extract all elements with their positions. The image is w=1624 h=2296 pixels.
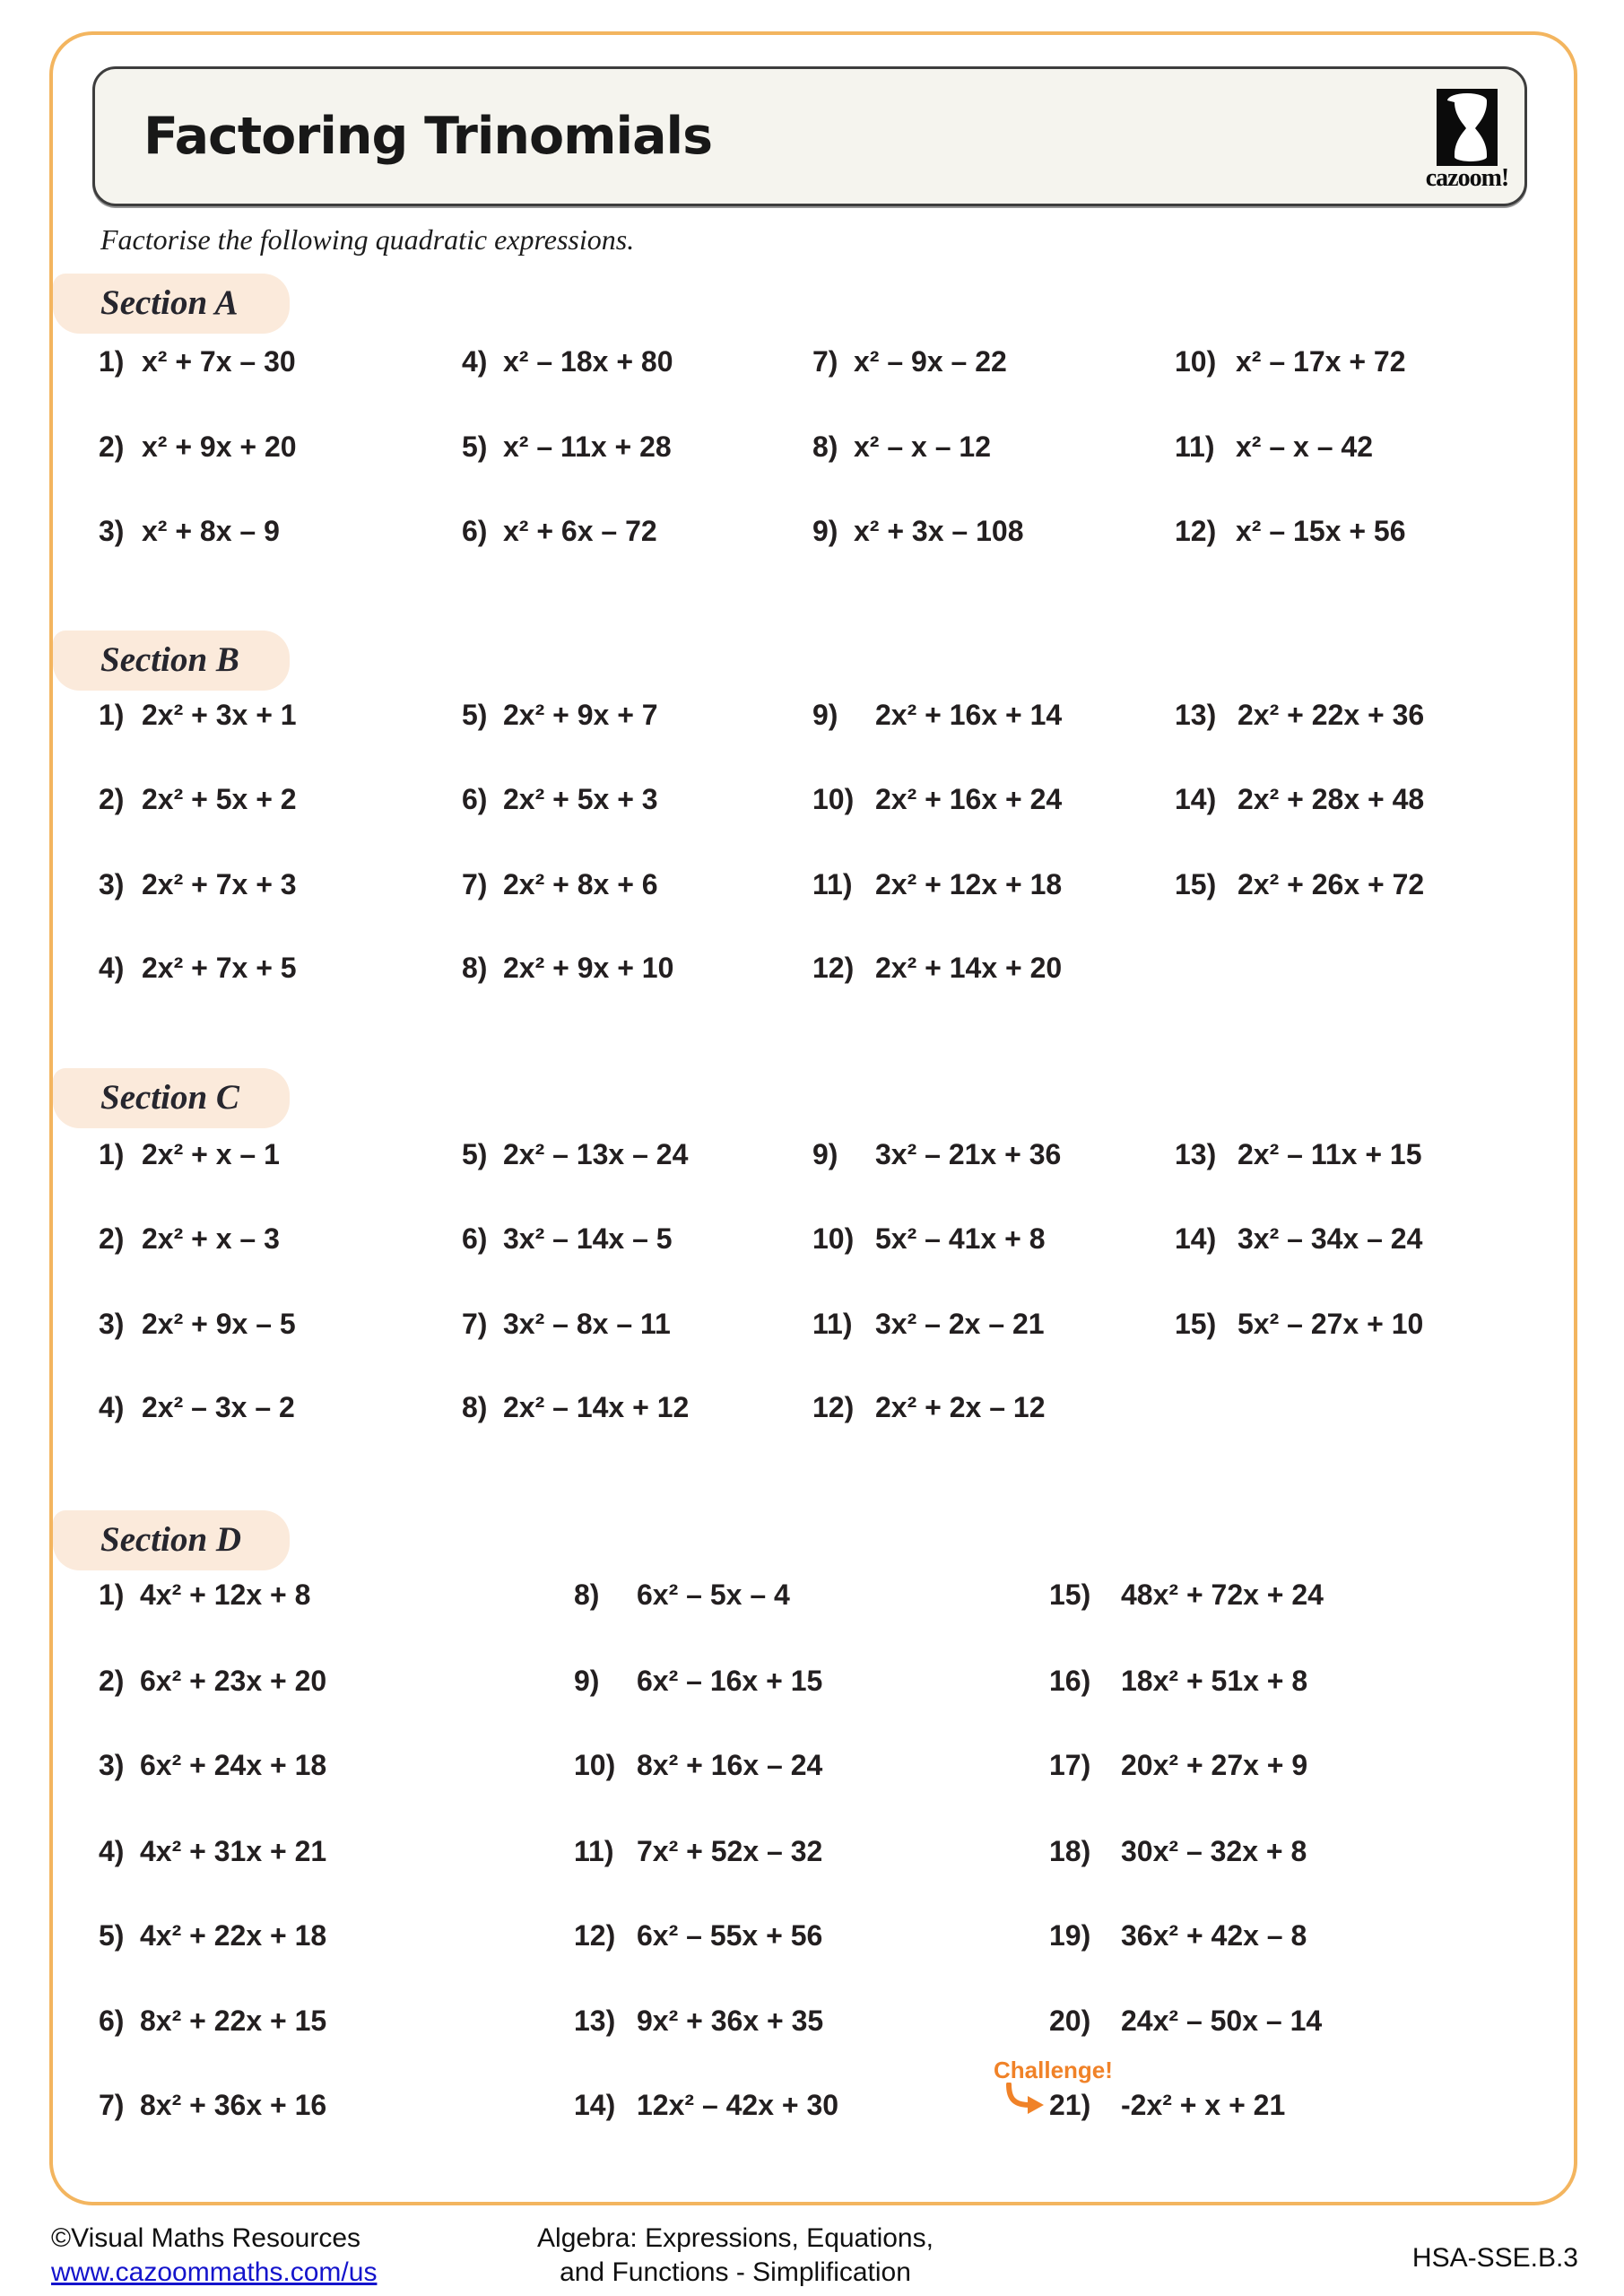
problem-number: 1): [99, 699, 125, 731]
problem-item: [99, 1138, 280, 1170]
problem-number: 15): [1049, 1578, 1091, 1611]
problem-expression: x² – x – 12: [854, 430, 991, 463]
problem-item: [812, 345, 1007, 378]
problem-item: [812, 515, 1023, 547]
problem-expression: 4x² + 31x + 21: [140, 1835, 327, 1867]
problem-expression: x² – 17x + 72: [1236, 345, 1406, 378]
problem-item: [462, 1308, 671, 1340]
problem-expression: 5x² – 41x + 8: [875, 1222, 1046, 1255]
problem-expression: 4x² + 12x + 8: [140, 1578, 311, 1611]
section-header-label: Section D: [100, 1520, 242, 1559]
problem-number: 3): [99, 1308, 125, 1340]
problem-number: 4): [99, 1391, 125, 1423]
problem-expression: 3x² – 8x – 11: [503, 1308, 671, 1340]
problem-item: [812, 1391, 1045, 1423]
problem-item: [1049, 1749, 1307, 1781]
problem-item: [574, 1665, 822, 1697]
problem-item: [99, 345, 296, 378]
problem-expression: 36x² + 42x – 8: [1121, 1919, 1307, 1952]
problem-item: [462, 515, 657, 547]
challenge-label: Challenge!: [994, 2057, 1113, 2083]
section-header-label: Section A: [100, 283, 239, 322]
page-title: Factoring Trinomials: [143, 107, 712, 166]
problem-number: 12): [1175, 515, 1217, 547]
problem-item: [1049, 1665, 1307, 1697]
section-header: [53, 274, 290, 334]
problem-expression: 6x² – 5x – 4: [637, 1578, 790, 1611]
problem-number: 5): [99, 1919, 125, 1952]
problem-expression: 2x² – 14x + 12: [503, 1391, 690, 1423]
problem-number: 2): [99, 1665, 125, 1697]
problem-expression: 8x² + 16x – 24: [637, 1749, 823, 1781]
section-header-label: Section B: [100, 640, 239, 679]
problem-item: [1175, 783, 1424, 815]
problem-number: 8): [462, 952, 488, 984]
problem-number: 15): [1175, 868, 1217, 900]
problem-number: 6): [462, 1222, 488, 1255]
problem-number: 6): [462, 783, 488, 815]
problem-number: 10): [812, 1222, 855, 1255]
problem-item: [462, 783, 658, 815]
problem-expression: x² – x – 42: [1236, 430, 1373, 463]
problem-number: 1): [99, 1138, 125, 1170]
problem-expression: 2x² – 11x + 15: [1238, 1138, 1422, 1170]
problem-expression: 4x² + 22x + 18: [140, 1919, 327, 1952]
instruction-text: Factorise the following quadratic expressions.: [100, 223, 635, 256]
problem-number: 3): [99, 515, 125, 547]
problem-item: [99, 1919, 326, 1952]
problem-number: 7): [462, 868, 488, 900]
problem-item: [99, 952, 297, 984]
problem-item: [99, 2089, 326, 2121]
problem-item: [99, 1578, 310, 1611]
problem-expression: 2x² + 2x – 12: [875, 1391, 1046, 1423]
problem-item: [1049, 1578, 1324, 1611]
problem-number: 20): [1049, 2005, 1091, 2037]
section-header: [53, 1510, 290, 1570]
problem-item: [462, 430, 672, 463]
problem-expression: 5x² – 27x + 10: [1238, 1308, 1424, 1340]
problem-number: 10): [812, 783, 855, 815]
problem-item: [99, 430, 297, 463]
section-header-label: Section C: [100, 1078, 239, 1117]
problem-number: 14): [1175, 783, 1217, 815]
problem-number: 6): [99, 2005, 125, 2037]
footer-topic-line2: and Functions - Simplification: [560, 2257, 911, 2287]
cazoom-logo: [1406, 89, 1528, 193]
problem-item: [99, 1391, 295, 1423]
problem-item: [812, 952, 1062, 984]
problem-expression: x² + 3x – 108: [854, 515, 1024, 547]
problem-number: 16): [1049, 1665, 1091, 1697]
problem-expression: -2x² + x + 21: [1121, 2089, 1286, 2121]
problem-number: 17): [1049, 1749, 1091, 1781]
problem-expression: 2x² + 5x + 2: [142, 783, 297, 815]
problem-expression: 6x² – 16x + 15: [637, 1665, 823, 1697]
problem-item: [812, 430, 991, 463]
problem-number: 1): [99, 345, 125, 378]
problem-item: [812, 868, 1062, 900]
problem-expression: x² + 7x – 30: [142, 345, 296, 378]
problem-expression: 2x² + 16x + 24: [875, 783, 1063, 815]
drum-icon: [1437, 89, 1498, 166]
problem-number: 5): [462, 430, 488, 463]
problem-number: 6): [462, 515, 488, 547]
problem-expression: 18x² + 51x + 8: [1121, 1665, 1308, 1697]
problem-item: [1175, 430, 1373, 463]
problem-expression: x² + 9x + 20: [142, 430, 297, 463]
problem-expression: x² – 18x + 80: [503, 345, 673, 378]
problem-number: 4): [99, 1835, 125, 1867]
problem-number: 11): [812, 1308, 853, 1340]
problem-item: [1049, 2089, 1285, 2121]
problem-number: 19): [1049, 1919, 1091, 1952]
problem-expression: 2x² + 7x + 5: [142, 952, 297, 984]
problem-number: 2): [99, 1222, 125, 1255]
problem-number: 12): [574, 1919, 616, 1952]
footer-topic: [413, 2222, 1058, 2290]
problem-number: 18): [1049, 1835, 1091, 1867]
problem-number: 5): [462, 1138, 488, 1170]
problem-number: 7): [812, 345, 838, 378]
problem-item: [812, 1222, 1045, 1255]
footer-copyright: ©Visual Maths Resources: [51, 2223, 361, 2253]
problem-item: [1049, 1919, 1307, 1952]
title-box: [92, 66, 1527, 206]
problem-expression: 2x² + 9x + 10: [503, 952, 674, 984]
problem-number: 9): [812, 1138, 838, 1170]
problem-expression: 7x² + 52x – 32: [637, 1835, 823, 1867]
problem-expression: 2x² + 9x + 7: [503, 699, 658, 731]
problem-expression: 2x² + 8x + 6: [503, 868, 658, 900]
problem-number: 8): [812, 430, 838, 463]
problem-item: [99, 1749, 326, 1781]
problem-item: [99, 868, 297, 900]
problem-expression: 8x² + 22x + 15: [140, 2005, 327, 2037]
problem-expression: 2x² + 28x + 48: [1238, 783, 1425, 815]
problem-item: [462, 952, 673, 984]
problem-expression: x² + 6x – 72: [503, 515, 657, 547]
problem-expression: 48x² + 72x + 24: [1121, 1578, 1324, 1611]
problem-item: [99, 1222, 280, 1255]
problem-item: [1175, 515, 1405, 547]
problem-expression: 2x² + 14x + 20: [875, 952, 1063, 984]
problem-number: 10): [574, 1749, 616, 1781]
problem-item: [812, 1308, 1045, 1340]
problem-number: 2): [99, 430, 125, 463]
problem-item: [1175, 1138, 1422, 1170]
problem-expression: 3x² – 21x + 36: [875, 1138, 1062, 1170]
problem-expression: 9x² + 36x + 35: [637, 2005, 824, 2037]
problem-item: [574, 1578, 790, 1611]
problem-expression: 2x² + 16x + 14: [875, 699, 1063, 731]
challenge-arrow-icon: [1003, 2083, 1046, 2115]
problem-item: [812, 699, 1062, 731]
section-header: [53, 1068, 290, 1128]
problem-number: 21): [1049, 2089, 1091, 2121]
problem-item: [812, 783, 1062, 815]
problem-number: 12): [812, 1391, 855, 1423]
problem-item: [1175, 1308, 1423, 1340]
problem-number: 13): [574, 2005, 616, 2037]
problem-number: 13): [1175, 699, 1217, 731]
section-header: [53, 631, 290, 691]
problem-expression: 20x² + 27x + 9: [1121, 1749, 1308, 1781]
problem-expression: 6x² – 55x + 56: [637, 1919, 823, 1952]
problem-expression: 3x² – 34x – 24: [1238, 1222, 1423, 1255]
problem-item: [99, 1308, 296, 1340]
problem-expression: 2x² – 13x – 24: [503, 1138, 689, 1170]
problem-expression: x² – 9x – 22: [854, 345, 1007, 378]
problem-number: 9): [812, 515, 838, 547]
problem-item: [574, 2005, 823, 2037]
problem-number: 1): [99, 1578, 125, 1611]
problem-expression: x² – 15x + 56: [1236, 515, 1406, 547]
problem-number: 4): [99, 952, 125, 984]
problem-number: 12): [812, 952, 855, 984]
problem-expression: 2x² + 3x + 1: [142, 699, 297, 731]
problem-number: 7): [462, 1308, 488, 1340]
problem-item: [1049, 1835, 1307, 1867]
problem-expression: 2x² + 9x – 5: [142, 1308, 296, 1340]
footer-topic-line1: Algebra: Expressions, Equations,: [537, 2223, 934, 2253]
problem-item: [574, 1919, 822, 1952]
problem-expression: 2x² + 22x + 36: [1238, 699, 1425, 731]
problem-number: 11): [574, 1835, 614, 1867]
problem-item: [462, 1138, 688, 1170]
logo-wordmark: cazoom!: [1425, 164, 1509, 192]
problem-item: [812, 1138, 1061, 1170]
problem-number: 3): [99, 868, 125, 900]
problem-number: 9): [574, 1665, 600, 1697]
problem-expression: 24x² – 50x – 14: [1121, 2005, 1323, 2037]
problem-item: [574, 2089, 838, 2121]
problem-item: [574, 1835, 822, 1867]
problem-number: 8): [574, 1578, 600, 1611]
problem-item: [1175, 345, 1405, 378]
problem-expression: 30x² – 32x + 8: [1121, 1835, 1307, 1867]
problem-number: 8): [462, 1391, 488, 1423]
problem-item: [99, 1835, 326, 1867]
problem-item: [99, 699, 297, 731]
problem-item: [462, 1391, 689, 1423]
problem-item: [99, 515, 280, 547]
problem-item: [462, 1222, 673, 1255]
problem-number: 5): [462, 699, 488, 731]
problem-expression: 2x² + x – 3: [142, 1222, 280, 1255]
problem-number: 10): [1175, 345, 1217, 378]
problem-expression: 2x² + 12x + 18: [875, 868, 1063, 900]
problem-expression: 8x² + 36x + 16: [140, 2089, 327, 2121]
problem-number: 11): [1175, 430, 1215, 463]
problem-item: [99, 2005, 326, 2037]
problem-number: 2): [99, 783, 125, 815]
problem-number: 14): [1175, 1222, 1217, 1255]
problem-expression: 2x² + 26x + 72: [1238, 868, 1425, 900]
problem-expression: 2x² + x – 1: [142, 1138, 280, 1170]
problem-item: [462, 868, 658, 900]
problem-item: [1175, 699, 1424, 731]
problem-expression: x² + 8x – 9: [142, 515, 280, 547]
problem-item: [99, 783, 297, 815]
problem-expression: 3x² – 2x – 21: [875, 1308, 1045, 1340]
problem-number: 13): [1175, 1138, 1217, 1170]
footer-standard: HSA-SSE.B.3: [1411, 2243, 1578, 2273]
problem-number: 4): [462, 345, 488, 378]
footer-left: [51, 2222, 377, 2290]
problem-item: [1175, 1222, 1422, 1255]
problem-number: 3): [99, 1749, 125, 1781]
problem-number: 15): [1175, 1308, 1217, 1340]
problem-number: 14): [574, 2089, 616, 2121]
problem-item: [1049, 2005, 1322, 2037]
problem-expression: 2x² + 5x + 3: [503, 783, 658, 815]
problem-expression: 2x² – 3x – 2: [142, 1391, 295, 1423]
problem-number: 11): [812, 868, 853, 900]
problem-expression: x² – 11x + 28: [503, 430, 672, 463]
problem-number: 9): [812, 699, 838, 731]
problem-item: [462, 699, 658, 731]
problem-item: [462, 345, 673, 378]
problem-item: [1175, 868, 1424, 900]
problem-expression: 2x² + 7x + 3: [142, 868, 297, 900]
problem-item: [574, 1749, 822, 1781]
problem-expression: 12x² – 42x + 30: [637, 2089, 839, 2121]
problem-expression: 3x² – 14x – 5: [503, 1222, 673, 1255]
problem-expression: 6x² + 23x + 20: [140, 1665, 327, 1697]
problem-number: 7): [99, 2089, 125, 2121]
problem-item: [99, 1665, 326, 1697]
problem-expression: 6x² + 24x + 18: [140, 1749, 327, 1781]
footer-link[interactable]: www.cazoommaths.com/us: [51, 2257, 378, 2287]
